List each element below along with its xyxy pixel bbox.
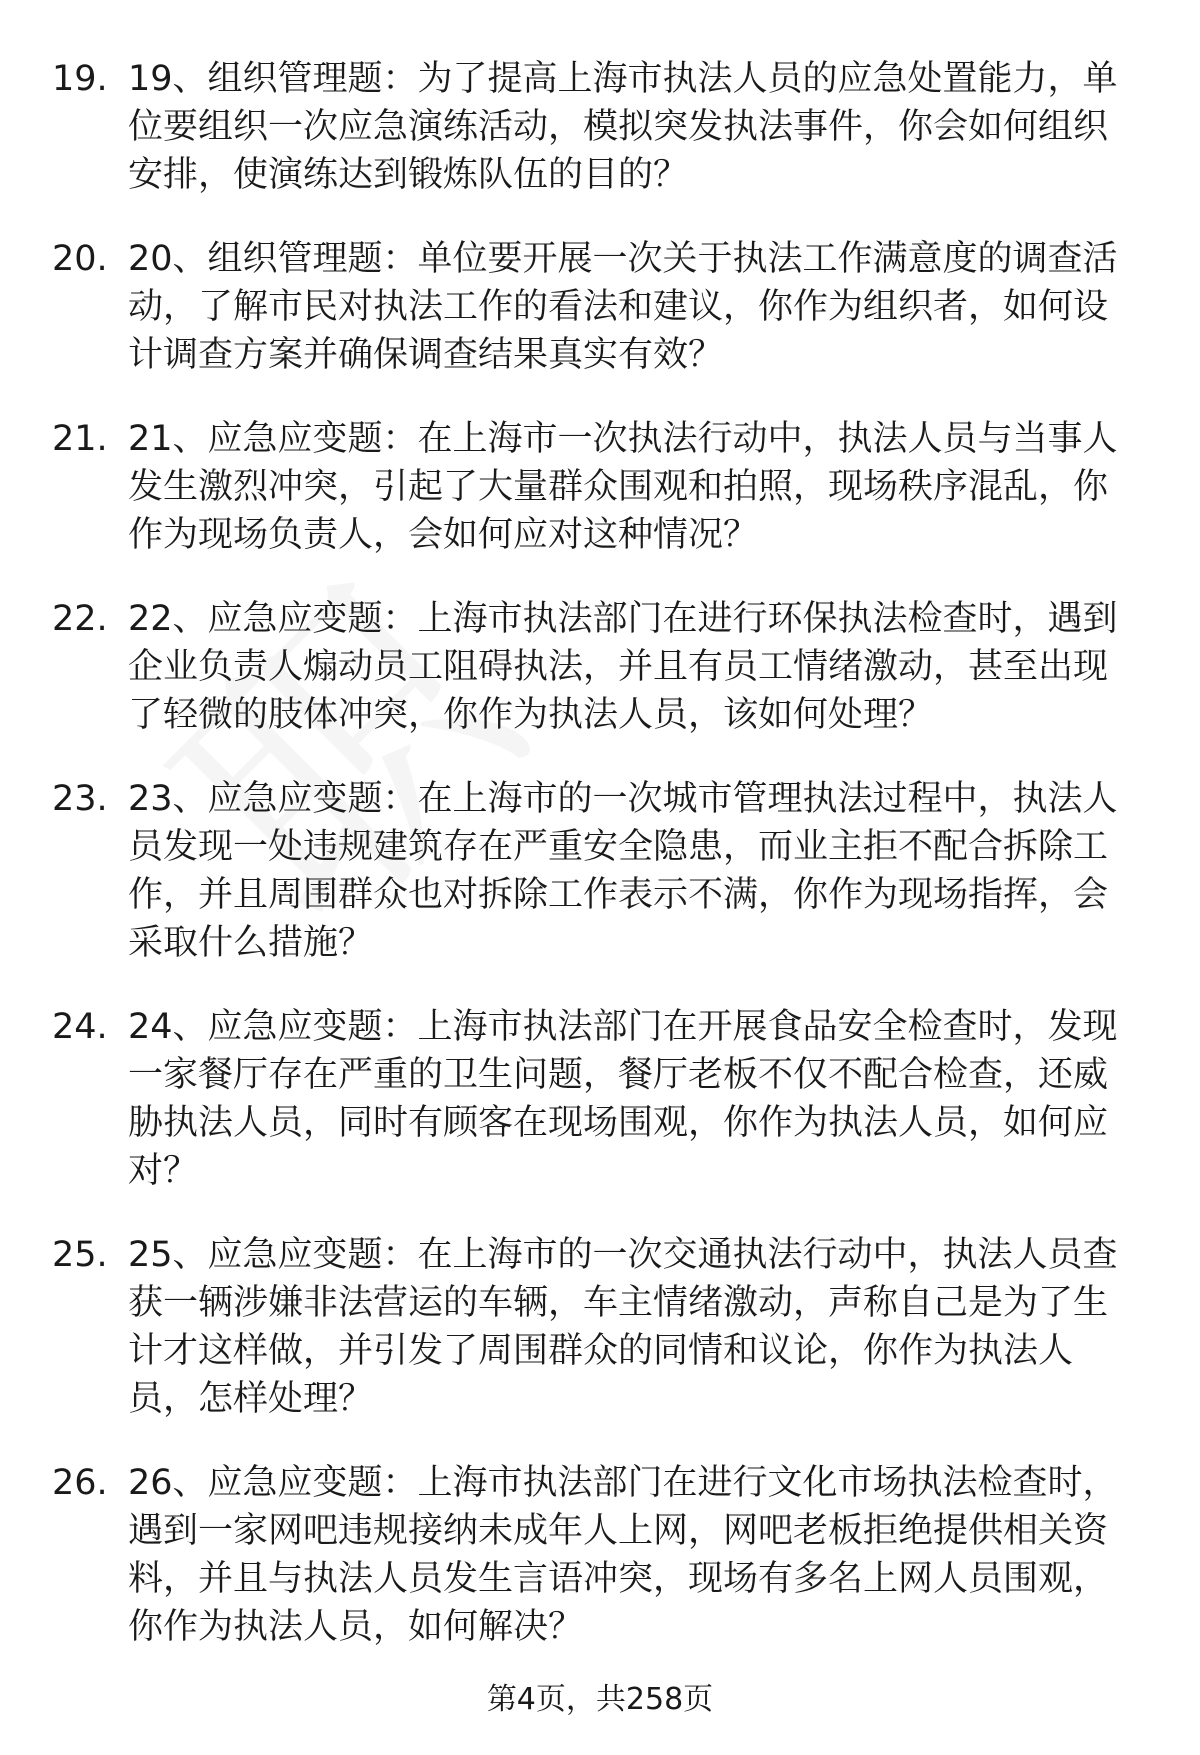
question-number: 21.	[52, 419, 108, 459]
question-item	[52, 595, 1152, 739]
question-item	[52, 55, 1152, 199]
question-text: 22、应急应变题：上海市执法部门在进行环保执法检查时，遇到企业负责人煽动员工阻碍执法，并且有员工情绪激动，甚至出现了轻微的肢体冲突，你作为执法人员，该如何处理？	[128, 599, 1118, 735]
question-number: 20.	[52, 239, 108, 279]
question-item	[52, 1459, 1152, 1651]
question-text: 25、应急应变题：在上海市的一次交通执法行动中，执法人员查获一辆涉嫌非法营运的车辆，车主情绪激动，声称自己是为了生计才这样做，并引发了周围群众的同情和议论，你作为执法人员，怎样处理？	[128, 1235, 1118, 1419]
question-list	[52, 55, 1152, 1687]
question-text: 23、应急应变题：在上海市的一次城市管理执法过程中，执法人员发现一处违规建筑存在严重安全隐患，而业主拒不配合拆除工作，并且周围群众也对拆除工作表示不满，你作为现场指挥，会采取什么措施？	[128, 779, 1118, 963]
question-number: 23.	[52, 779, 108, 819]
question-text: 20、组织管理题：单位要开展一次关于执法工作满意度的调查活动，了解市民对执法工作的看法和建议，你作为组织者，如何设计调查方案并确保调查结果真实有效？	[128, 239, 1118, 375]
question-text: 21、应急应变题：在上海市一次执法行动中，执法人员与当事人发生激烈冲突，引起了大量群众围观和拍照，现场秩序混乱，你作为现场负责人，会如何应对这种情况？	[128, 419, 1118, 555]
question-item	[52, 1003, 1152, 1195]
question-number: 19.	[52, 59, 108, 99]
question-number: 24.	[52, 1007, 108, 1047]
question-text: 24、应急应变题：上海市执法部门在开展食品安全检查时，发现一家餐厅存在严重的卫生问题，餐厅老板不仅不配合检查，还威胁执法人员，同时有顾客在现场围观，你作为执法人员，如何应对？	[128, 1007, 1118, 1191]
question-item	[52, 1231, 1152, 1423]
question-text: 26、应急应变题：上海市执法部门在进行文化市场执法检查时，遇到一家网吧违规接纳未成年人上网，网吧老板拒绝提供相关资料，并且与执法人员发生言语冲突，现场有多名上网人员围观，你作为执法人员，如何解决？	[128, 1463, 1118, 1647]
page-footer: 第4页，共258页	[486, 1682, 714, 1717]
question-item	[52, 775, 1152, 967]
question-item	[52, 235, 1152, 379]
question-number: 22.	[52, 599, 108, 639]
question-text: 19、组织管理题：为了提高上海市执法人员的应急处置能力，单位要组织一次应急演练活动，模拟突发执法事件，你会如何组织安排，使演练达到锻炼队伍的目的？	[128, 59, 1118, 195]
question-number: 25.	[52, 1235, 108, 1275]
question-item	[52, 415, 1152, 559]
question-number: 26.	[52, 1463, 108, 1503]
